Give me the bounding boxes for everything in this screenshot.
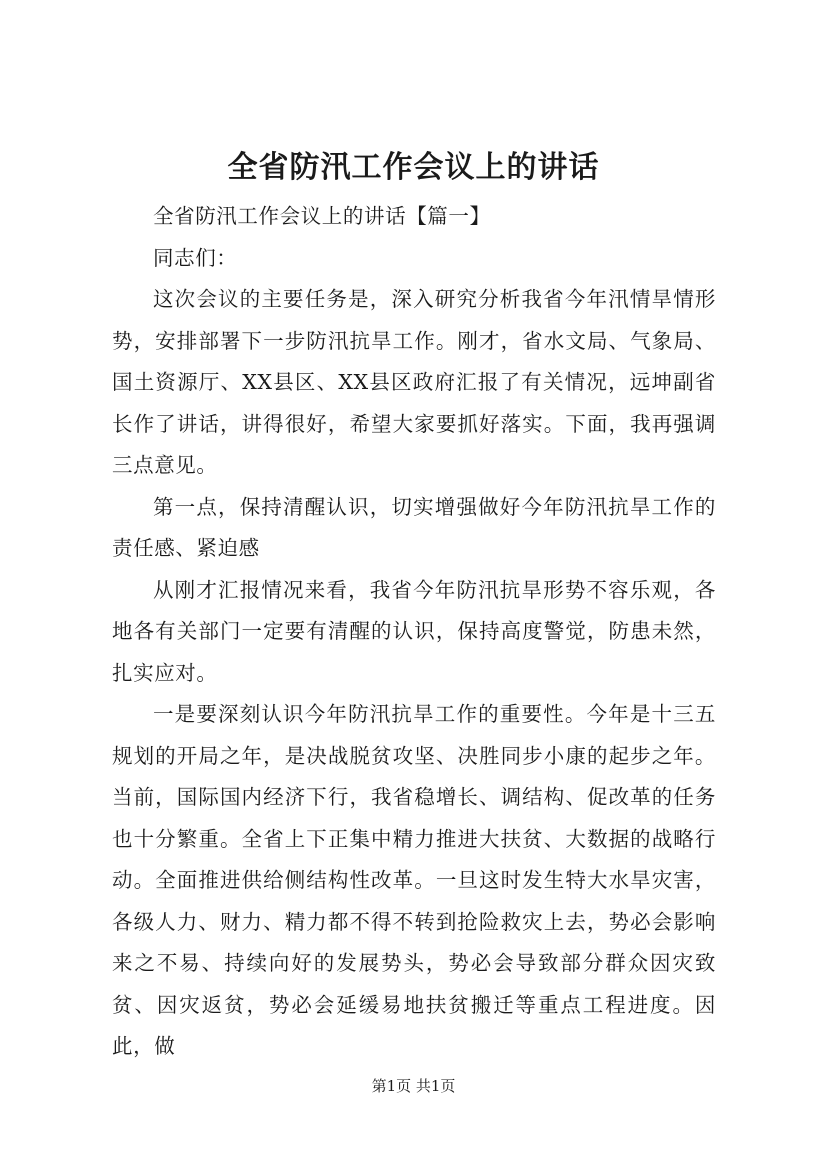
document-title: 全省防汛工作会议上的讲话	[227, 150, 600, 185]
document-body	[112, 196, 716, 1068]
body-paragraph: 一是要深刻认识今年防汛抗旱工作的重要性。今年是十三五规划的开局之年，是决战脱贫攻坚、决胜同步小康的起步之年。当前，国际国内经济下行，我省稳增长、调结构、促改革的任务也十分繁重。全省上下正集中精力推进大扶贫、大数据的战略行动。全面推进供给侧结构性改革。一旦这时发生特大水旱灾害，各级人力、财力、精力都不得不转到抢险救灾上去，势必会影响来之不易、持续向好的发展势头，势必会导致部分群众因灾致贫、因灾返贫，势必会延缓易地扶贫搬迁等重点工程进度。因此，做	[112, 702, 716, 1058]
body-paragraph: 从刚才汇报情况来看，我省今年防汛抗旱形势不容乐观，各地各有关部门一定要有清醒的认识，保持高度警觉，防患未然，扎实应对。	[112, 577, 716, 685]
page-footer: 第1页 共1页	[371, 1077, 456, 1095]
salutation: 同志们：	[153, 245, 238, 270]
section-heading: 全省防汛工作会议上的讲话【篇一】	[153, 204, 491, 228]
body-paragraph: 第一点，保持清醒认识，切实增强做好今年防汛抗旱工作的责任感、紧迫感	[112, 494, 716, 560]
body-paragraph: 这次会议的主要任务是，深入研究分析我省今年汛情旱情形势，安排部署下一步防汛抗旱工作。刚才，省水文局、气象局、国土资源厅、XX县区、XX县区政府汇报了有关情况，远坤副省长作了讲话，讲得很好，希望大家要抓好落实。下面，我再强调三点意见。	[112, 287, 716, 477]
